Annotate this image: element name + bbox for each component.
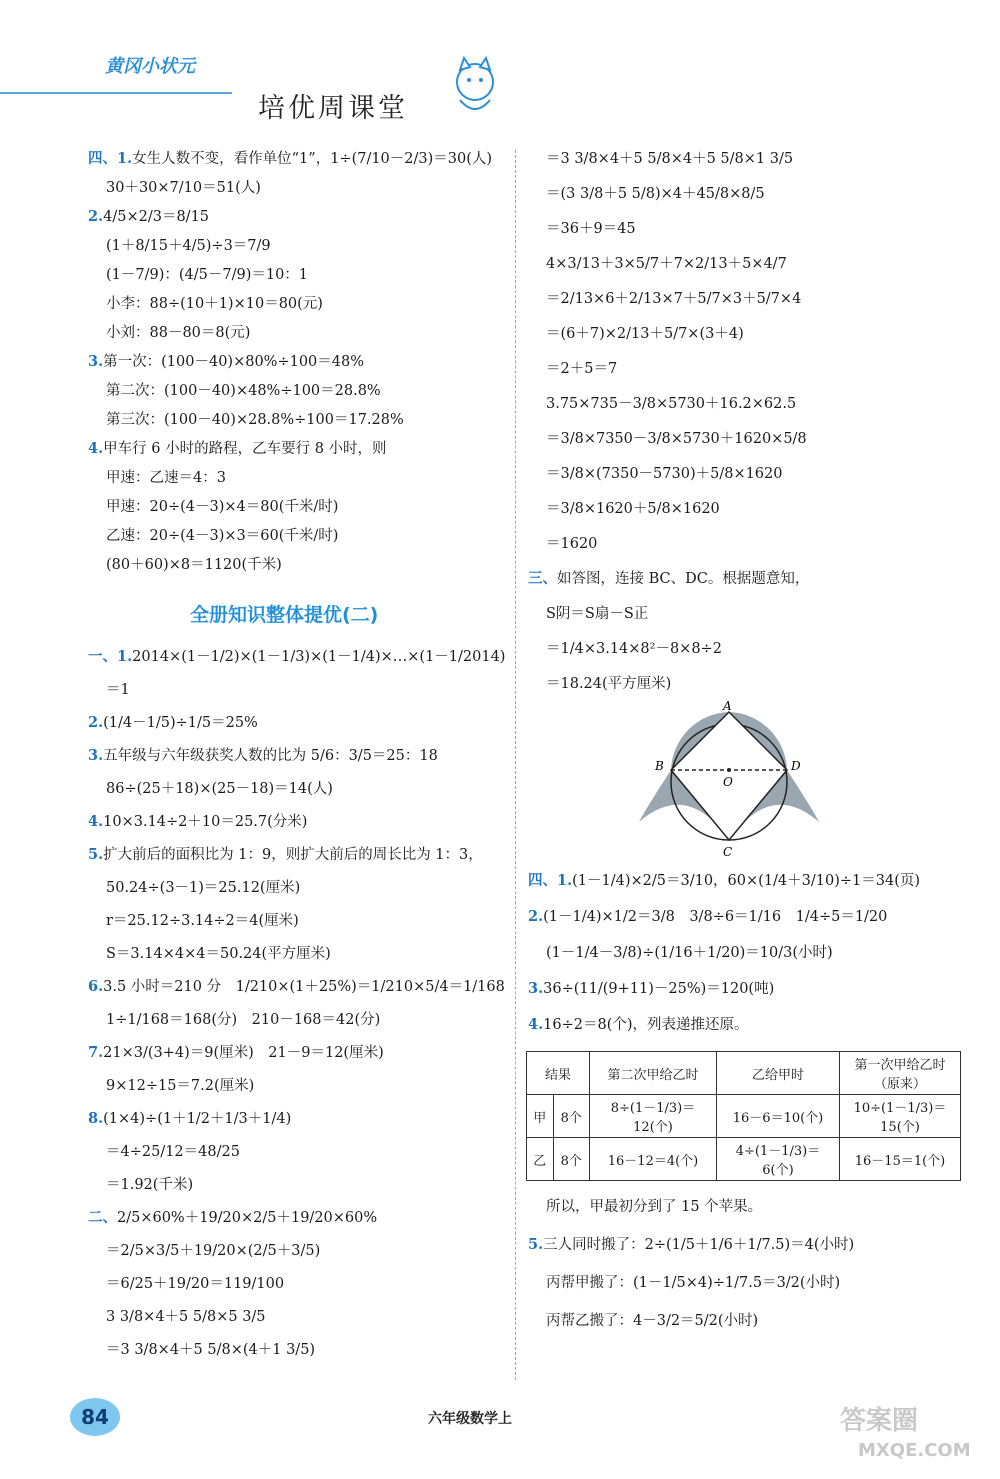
watermark-url: MXQE.COM <box>858 1440 971 1461</box>
answer-text: ＝2/13×6＋2/13×7＋5/7×3＋5/7×4 <box>546 291 802 307</box>
answer-line <box>106 1143 240 1161</box>
table-cell: 16－12＝4(个) <box>590 1138 717 1181</box>
answer-line <box>106 1011 380 1029</box>
answer-line <box>88 813 307 831</box>
page-title: 培优周课堂 <box>258 93 408 124</box>
answer-line <box>546 944 833 962</box>
answer-line <box>546 185 765 203</box>
label-b: B <box>655 759 664 773</box>
label-a: A <box>723 700 732 713</box>
answer-line <box>546 430 807 448</box>
answer-label: 四、1. <box>528 872 573 889</box>
answer-text: 如答图，连接 BC、DC。根据题意知， <box>557 571 810 587</box>
table-header: 第一次甲给乙时（原来） <box>840 1052 961 1095</box>
answer-text: ＝1.92(千米) <box>106 1177 194 1193</box>
answer-line <box>106 1242 320 1260</box>
answer-text: 9×12÷15＝7.2(厘米) <box>106 1078 255 1094</box>
answer-text: 4×3/13＋3×5/7＋7×2/13＋5×4/7 <box>546 256 787 272</box>
answer-text: ＝2＋5＝7 <box>546 361 618 377</box>
answer-text: 36÷(11/(9+11)－25%)＝120(吨) <box>543 981 775 997</box>
answer-line <box>106 1341 315 1359</box>
answer-label: 2. <box>528 908 544 925</box>
answer-text: ＝3 3/8×4＋5 5/8×(4＋1 3/5) <box>106 1342 316 1358</box>
answer-line <box>546 220 636 238</box>
answer-text: 丙帮甲搬了：(1－1/5×4)÷1/7.5＝3/2(小时) <box>546 1275 841 1291</box>
answer-text: ＝1620 <box>546 536 598 552</box>
answer-line <box>106 179 261 197</box>
answer-line <box>528 872 920 890</box>
answer-line <box>106 1077 254 1095</box>
table-cell: 8÷(1－1/3)＝12(个) <box>590 1095 717 1138</box>
answer-label: 2. <box>88 208 104 225</box>
answer-line <box>546 675 671 693</box>
book-title: 六年级数学上 <box>428 1411 512 1427</box>
answer-text: ＝(6＋7)×2/13＋5/7×(3＋4) <box>546 326 744 342</box>
answer-line <box>546 500 720 518</box>
answer-line <box>88 150 492 168</box>
answer-label: 6. <box>88 978 104 995</box>
answer-label: 5. <box>528 1236 544 1253</box>
answer-text: 21×3/(3+4)＝9(厘米) 21－9＝12(厘米) <box>103 1045 384 1061</box>
answer-line <box>106 266 308 284</box>
answer-text: ＝6/25＋19/20＝119/100 <box>106 1276 285 1292</box>
answer-text: 三人同时搬了：2÷(1/5＋1/6＋1/7.5)＝4(小时) <box>543 1237 855 1253</box>
answer-text: (1－1/4－3/8)÷(1/16＋1/20)＝10/3(小时) <box>546 945 833 961</box>
answer-text: ＝3/8×7350－3/8×5730＋1620×5/8 <box>546 431 807 447</box>
answer-text: (1－1/4)×1/2＝3/8 3/8÷6＝1/16 1/4÷5＝1/20 <box>543 909 888 925</box>
answer-line <box>106 324 250 342</box>
table-cell: 8个 <box>553 1095 589 1138</box>
answer-line <box>106 498 338 516</box>
answer-line <box>106 382 381 400</box>
answer-line <box>546 465 783 483</box>
geometry-figure <box>637 700 821 860</box>
answer-text: ＝2/5×3/5＋19/20×(2/5＋3/5) <box>106 1243 321 1259</box>
answer-text: (1－7/9)：(4/5－7/9)＝10：1 <box>106 267 309 283</box>
answer-text: ＝36＋9＝45 <box>546 221 636 237</box>
page-header <box>0 0 1000 140</box>
answer-line <box>106 411 404 429</box>
answer-text: 16÷2＝8(个)，列表递推还原。 <box>543 1017 749 1033</box>
answer-line <box>528 1016 749 1034</box>
answer-label: 一、1. <box>88 648 133 665</box>
table-cell: 10÷(1－1/3)＝15(个) <box>840 1095 961 1138</box>
answer-text: 扩大前后的面积比为 1：9，则扩大前后的周长比为 1：3， <box>103 847 483 863</box>
brand-logo: 黄冈小状元 <box>105 56 195 77</box>
answer-line <box>546 535 597 553</box>
answer-text: 4/5×2/3＝8/15 <box>103 209 210 225</box>
answer-line <box>88 714 258 732</box>
answer-text: 丙帮乙搬了：4－3/2＝5/2(小时) <box>546 1313 759 1329</box>
answer-label: 2. <box>88 714 104 731</box>
answer-text: (1＋8/15＋4/5)÷3＝7/9 <box>106 238 271 254</box>
answer-text: 30＋30×7/10＝51(人) <box>106 180 261 196</box>
answer-text: ＝3/8×(7350－5730)＋5/8×1620 <box>546 466 783 482</box>
answer-line <box>106 1275 284 1293</box>
answer-text: 小刘：88－80＝8(元) <box>106 325 251 341</box>
answer-text: 第二次：(100－40)×48%÷100＝28.8% <box>106 383 381 399</box>
answer-line <box>106 527 338 545</box>
answer-text: S＝3.14×4×4＝50.24(平方厘米) <box>106 946 331 962</box>
answer-text: 甲速：乙速＝4：3 <box>106 470 226 486</box>
table-header: 第二次甲给乙时 <box>590 1052 717 1095</box>
answer-text: 五年级与六年级获奖人数的比为 5/6：3/5＝25：18 <box>103 748 438 764</box>
answer-text: 1÷1/168＝168(分) 210－168＝42(分) <box>106 1012 381 1028</box>
table-row <box>527 1095 961 1138</box>
answer-label: 四、1. <box>88 150 133 167</box>
answer-label: 8. <box>88 1110 104 1127</box>
answer-text: 3.5 小时＝210 分 1/210×(1＋25%)＝1/210×5/4＝1/168 <box>103 979 505 995</box>
answer-text: 3 3/8×4＋5 5/8×5 3/5 <box>106 1309 266 1325</box>
answer-line <box>528 908 887 926</box>
answer-text: (1－1/4)×2/5＝3/10，60×(1/4＋3/10)÷1＝34(页) <box>572 873 921 889</box>
answer-text: 第三次：(100－40)×28.8%÷100＝17.28% <box>106 412 404 428</box>
answer-line <box>88 747 438 765</box>
answer-label: 二、 <box>88 1209 117 1226</box>
answer-line <box>106 1176 193 1194</box>
answer-text: ＝1/4×3.14×8²－8×8÷2 <box>546 641 722 657</box>
answer-text: 3.75×735－3/8×5730＋16.2×62.5 <box>546 396 797 412</box>
answer-label: 7. <box>88 1044 104 1061</box>
answer-text: 50.24÷(3－1)＝25.12(厘米) <box>106 880 301 896</box>
answer-text: (1/4－1/5)÷1/5＝25% <box>103 715 258 731</box>
answer-line <box>88 846 483 864</box>
answer-line <box>528 980 774 998</box>
answer-text: 所以，甲最初分到了 15 个苹果。 <box>546 1199 763 1215</box>
table-cell: 16－15＝1(个) <box>840 1138 961 1181</box>
answer-text: 乙速：20÷(4－3)×3＝60(千米/时) <box>106 528 339 544</box>
answer-line <box>546 1274 840 1292</box>
answer-line <box>546 360 617 378</box>
answer-line <box>88 353 364 371</box>
table-cell: 4÷(1－1/3)＝6(个) <box>717 1138 840 1181</box>
answer-text: ＝1 <box>106 682 130 698</box>
answer-label: 4. <box>88 813 104 830</box>
answer-text: 2014×(1－1/2)×(1－1/3)×(1－1/4)×…×(1－1/2014) <box>132 649 506 665</box>
answer-text: S阴＝S扇－S正 <box>546 606 649 622</box>
table-header: 结果 <box>527 1052 590 1095</box>
answer-line <box>88 1110 291 1128</box>
answer-text: ＝18.24(平方厘米) <box>546 676 672 692</box>
answer-line <box>106 469 226 487</box>
answer-label: 3. <box>528 980 544 997</box>
answer-table <box>526 1051 961 1181</box>
answer-line <box>106 556 282 574</box>
answer-line <box>546 325 744 343</box>
answer-text: 甲速：20÷(4－3)×4＝80(千米/时) <box>106 499 339 515</box>
answer-line <box>106 912 299 930</box>
answer-label: 5. <box>88 846 104 863</box>
answer-text: r＝25.12÷3.14÷2＝4(厘米) <box>106 913 299 929</box>
answer-line <box>546 1312 758 1330</box>
answer-line <box>88 1209 377 1227</box>
answer-line <box>106 295 323 313</box>
answer-line <box>106 1308 266 1326</box>
answer-text: (80＋60)×8＝1120(千米) <box>106 557 282 573</box>
answer-line <box>528 570 809 588</box>
table-cell: 甲 <box>527 1095 554 1138</box>
answer-line <box>546 640 722 658</box>
column-divider <box>515 150 516 1380</box>
answer-line <box>88 648 505 666</box>
answer-text: ＝3 3/8×4＋5 5/8×4＋5 5/8×1 3/5 <box>546 151 794 167</box>
label-c: C <box>723 845 733 859</box>
answer-text: ＝3/8×1620＋5/8×1620 <box>546 501 720 517</box>
answer-line <box>106 945 331 963</box>
table-cell: 16－6＝10(个) <box>717 1095 840 1138</box>
answer-line <box>106 780 333 798</box>
label-o: O <box>723 775 733 789</box>
answer-line <box>88 1044 384 1062</box>
answer-text: 第一次：(100－40)×80%÷100＝48% <box>103 354 365 370</box>
answer-line <box>106 237 271 255</box>
section-title: 全册知识整体提优(二) <box>190 604 379 626</box>
answer-text: 2/5×60%＋19/20×2/5＋19/20×60% <box>117 1210 378 1226</box>
table-header: 乙给甲时 <box>717 1052 840 1095</box>
table-cell: 乙 <box>527 1138 554 1181</box>
answer-line <box>106 879 300 897</box>
answer-line <box>546 605 648 623</box>
page-number: 84 <box>70 1398 120 1436</box>
label-d: D <box>791 759 801 773</box>
answer-line <box>528 1236 854 1254</box>
table-cell: 8个 <box>553 1138 589 1181</box>
answer-line <box>546 255 787 273</box>
answer-label: 4. <box>528 1016 544 1033</box>
answer-label: 三、 <box>528 570 557 587</box>
answer-label: 3. <box>88 747 104 764</box>
watermark: 答案圈 <box>840 1406 919 1436</box>
answer-line <box>546 1198 762 1216</box>
answer-text: 86÷(25＋18)×(25－18)＝14(人) <box>106 781 333 797</box>
answer-line <box>88 440 387 458</box>
answer-text: 甲车行 6 小时的路程，乙车要行 8 小时，则 <box>103 441 387 457</box>
answer-line <box>106 681 130 699</box>
answer-line <box>546 150 793 168</box>
answer-text: (1×4)÷(1＋1/2＋1/3＋1/4) <box>103 1111 292 1127</box>
answer-text: 小李：88÷(10＋1)×10＝80(元) <box>106 296 323 312</box>
answer-line <box>88 978 505 996</box>
answer-line <box>88 208 209 226</box>
answer-line <box>546 290 801 308</box>
answer-label: 3. <box>88 353 104 370</box>
answer-text: ＝4÷25/12＝48/25 <box>106 1144 240 1160</box>
answer-line <box>546 395 796 413</box>
table-row <box>527 1138 961 1181</box>
answer-text: 10×3.14÷2＋10＝25.7(分米) <box>103 814 308 830</box>
cat-mascot-icon <box>440 52 510 122</box>
header-line <box>0 92 232 94</box>
answer-label: 4. <box>88 440 104 457</box>
answer-text: ＝(3 3/8＋5 5/8)×4＋45/8×8/5 <box>546 186 765 202</box>
answer-text: 女生人数不变，看作单位“1”，1÷(7/10－2/3)＝30(人) <box>132 151 493 167</box>
